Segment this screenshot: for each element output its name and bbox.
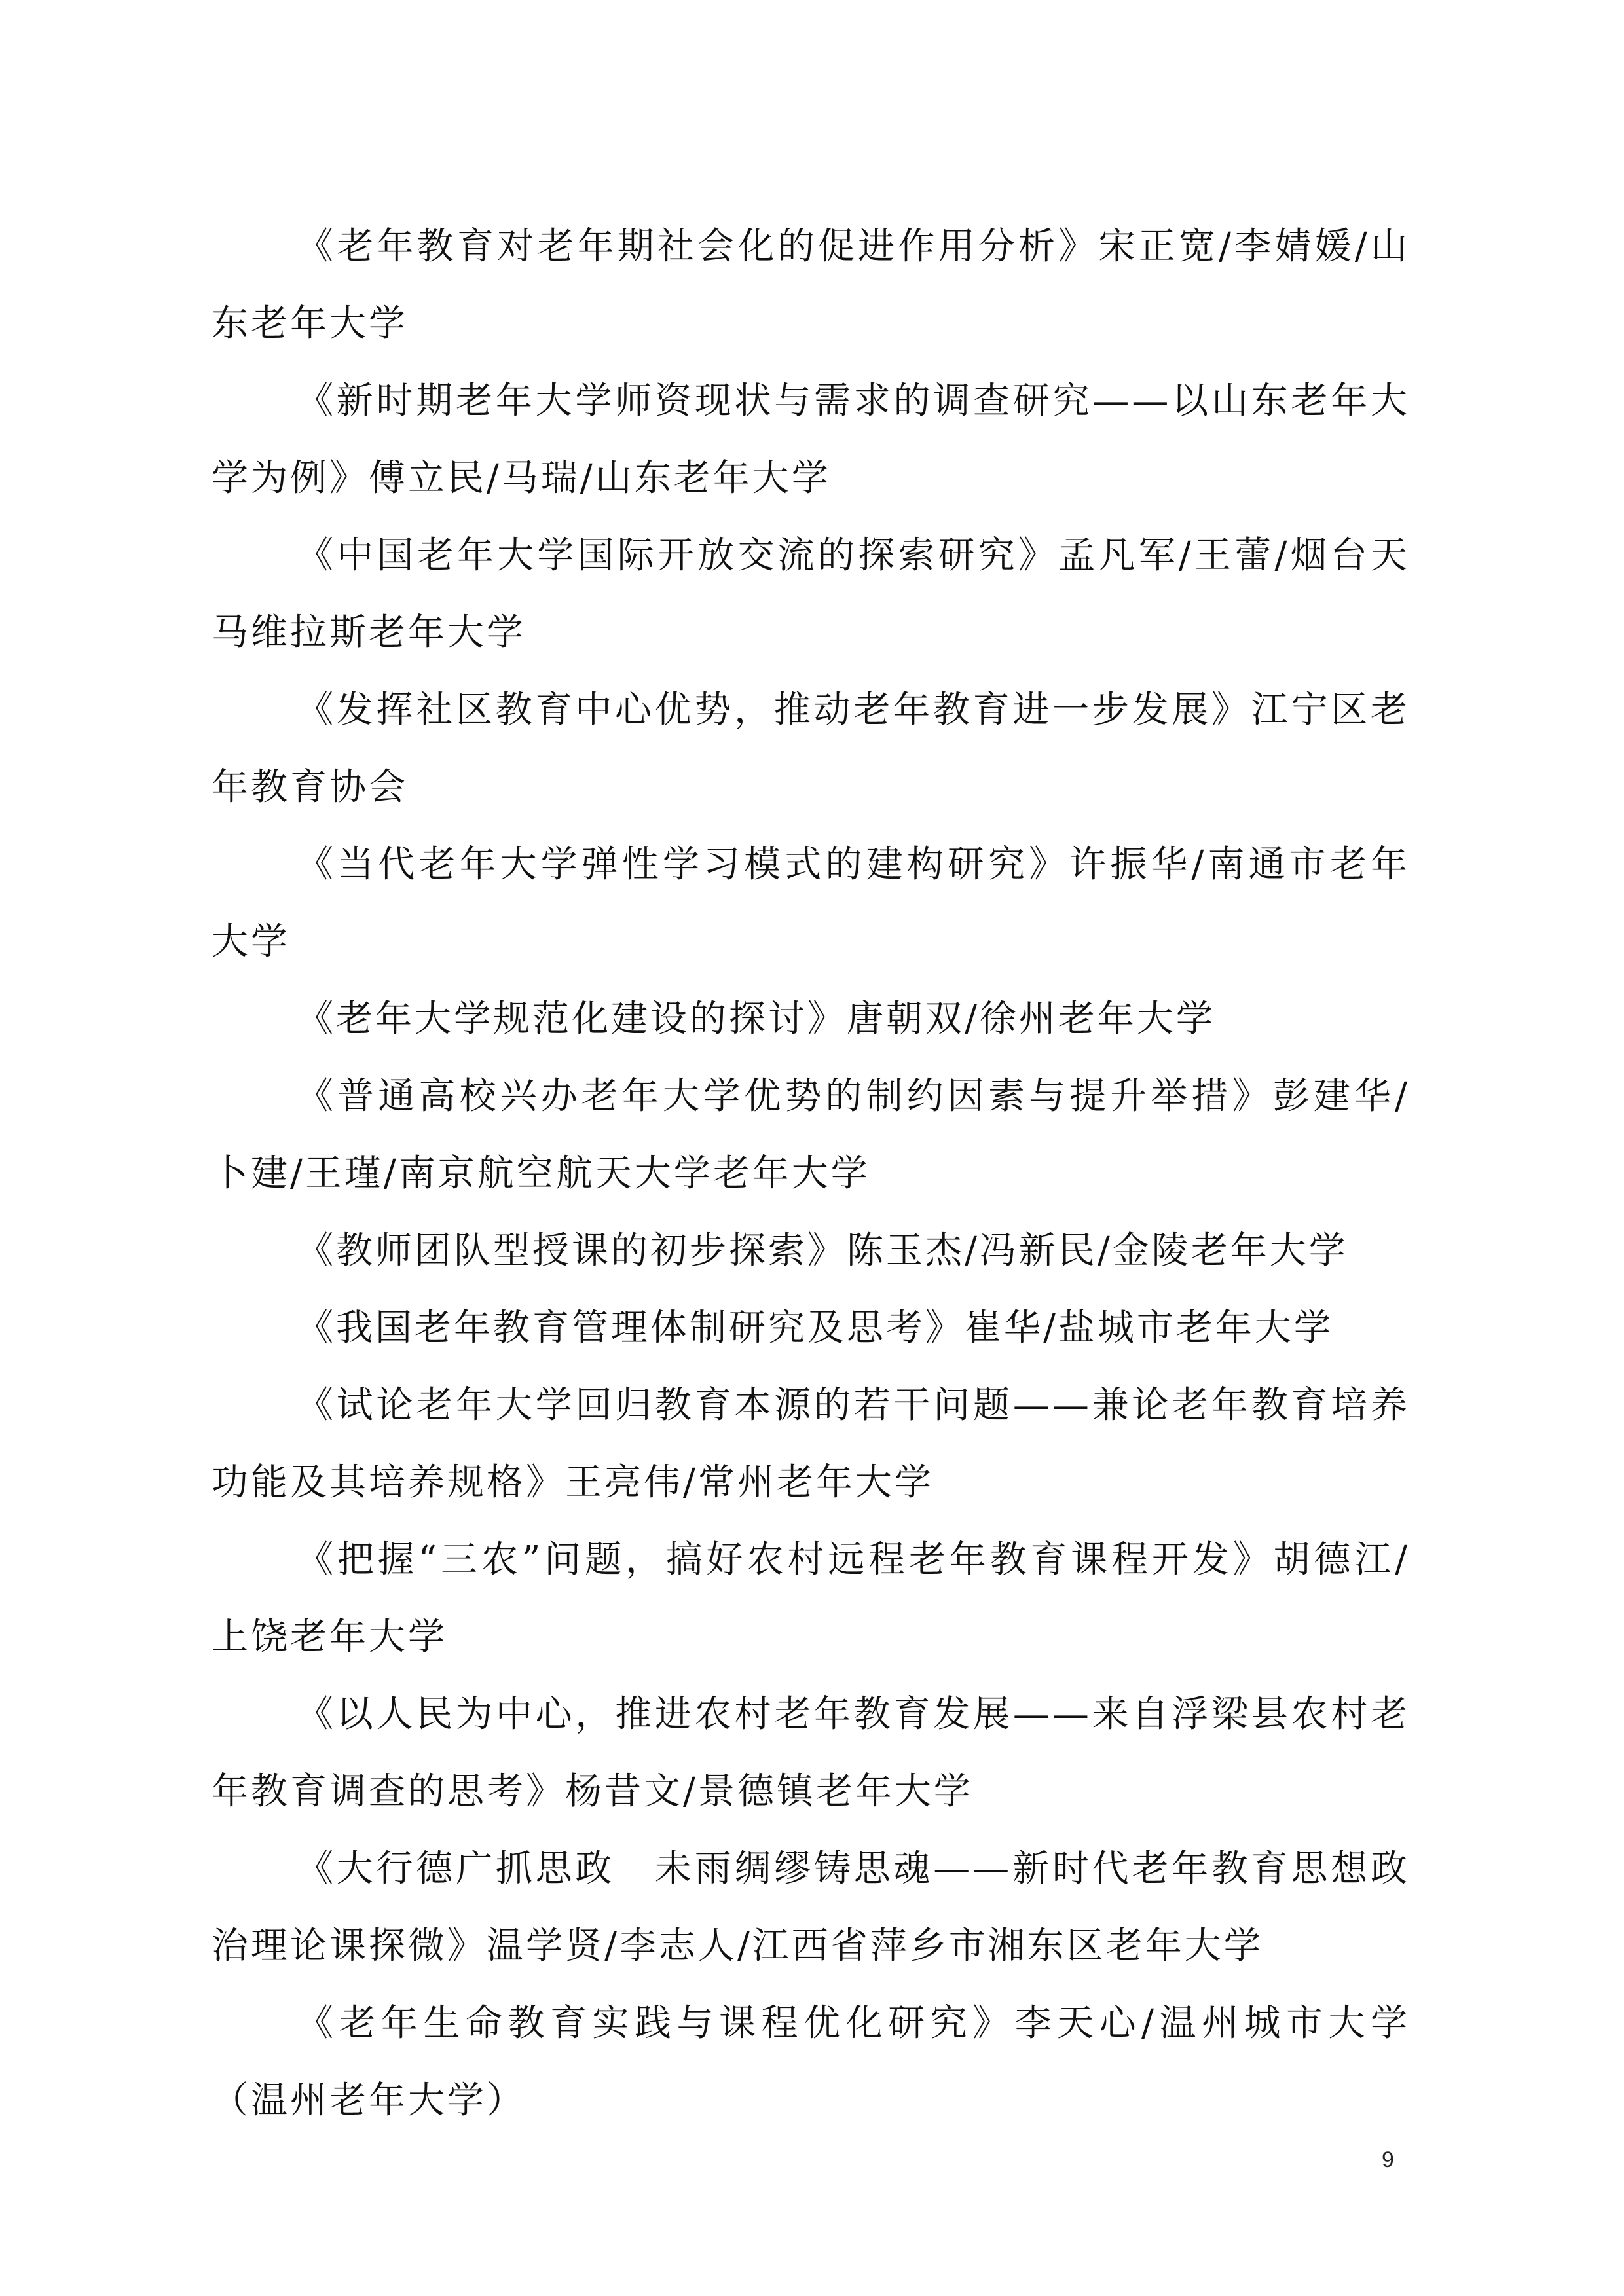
- list-item: 《发挥社区教育中心优势，推动老年教育进一步发展》江宁区老年教育协会: [212, 689, 1410, 809]
- list-item: 《老年大学规范化建设的探讨》唐朝双/徐州老年大学: [297, 998, 1215, 1040]
- list-item: 《中国老年大学国际开放交流的探索研究》孟凡军/王蕾/烟台天马维拉斯老年大学: [212, 534, 1410, 654]
- paper-list: [212, 208, 1410, 2140]
- page-number: 9: [1382, 2147, 1394, 2172]
- list-item: 《老年教育对老年期社会化的促进作用分析》宋正宽/李婧媛/山东老年大学: [212, 225, 1410, 345]
- list-item: 《新时期老年大学师资现状与需求的调查研究——以山东老年大学为例》傅立民/马瑞/山东老年大学: [212, 380, 1410, 500]
- list-item: 《普通高校兴办老年大学优势的制约因素与提升举措》彭建华/卜建/王瑾/南京航空航天大学老年大学: [212, 1075, 1410, 1195]
- list-item: 《把握“三农”问题，搞好农村远程老年教育课程开发》胡德江/ 上饶老年大学: [212, 1539, 1410, 1658]
- list-item: 《以人民为中心，推进农村老年教育发展——来自浮梁县农村老年教育调查的思考》杨昔文/景德镇老年大学: [212, 1693, 1410, 1813]
- list-item: 《当代老年大学弹性学习模式的建构研究》许振华/南通市老年大学: [212, 843, 1410, 963]
- list-item: 《试论老年大学回归教育本源的若干问题——兼论老年教育培养功能及其培养规格》王亮伟/常州老年大学: [212, 1384, 1410, 1504]
- list-item: 《大行德广抓思政 未雨绸缪铸思魂——新时代老年教育思想政治理论课探微》温学贤/李志人/江西省萍乡市湘东区老年大学: [212, 1848, 1410, 1967]
- list-item: 《教师团队型授课的初步探索》陈玉杰/冯新民/金陵老年大学: [297, 1230, 1348, 1272]
- list-item: 《我国老年教育管理体制研究及思考》崔华/盐城市老年大学: [297, 1307, 1333, 1349]
- list-item: 《老年生命教育实践与课程优化研究》李天心/温州城市大学（温州老年大学）: [212, 2002, 1410, 2122]
